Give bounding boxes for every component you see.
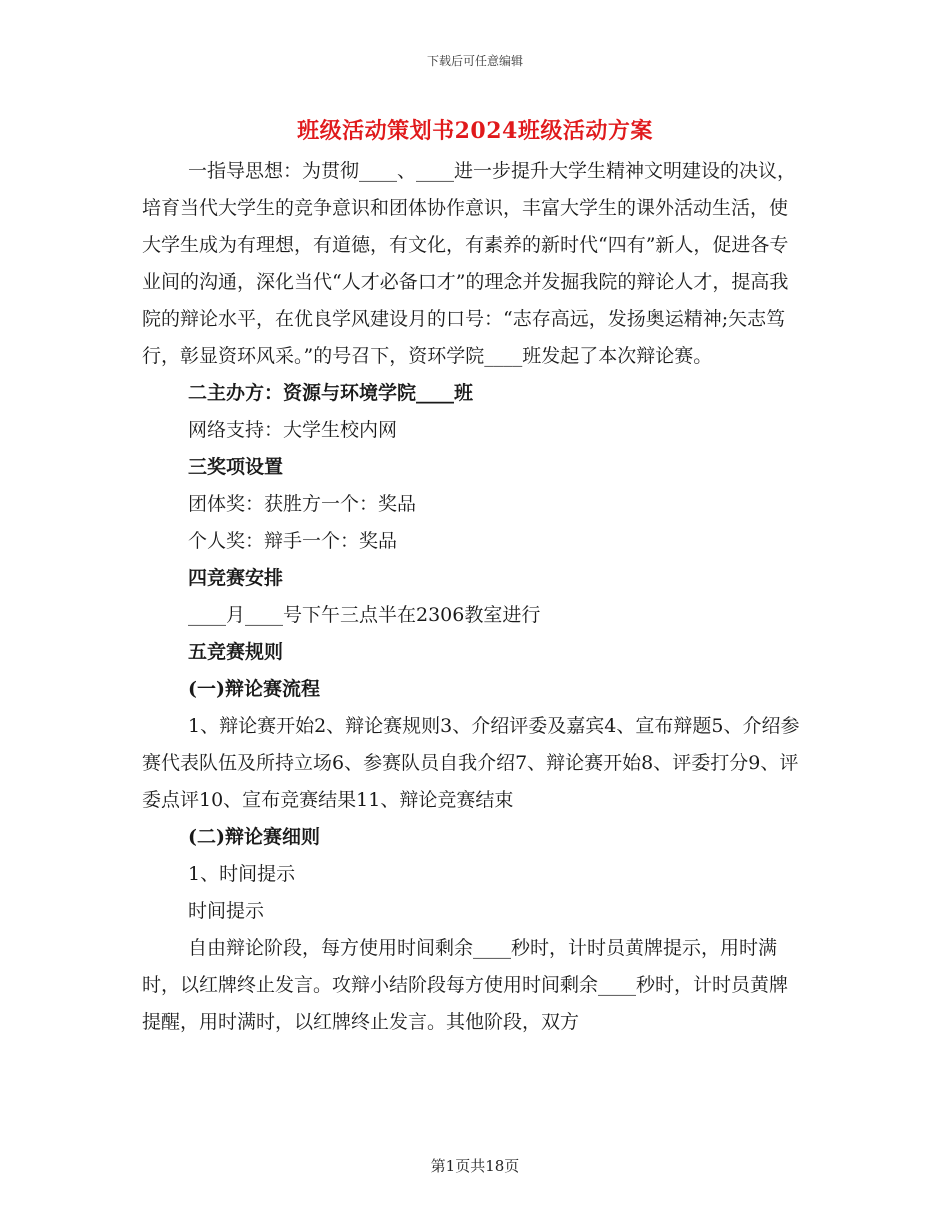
heading-debate-details: (二)辩论赛细则 [188, 826, 320, 848]
heading-organizer: 二主办方：资源与环境学院____班 [188, 382, 474, 404]
heading-rules: 五竞赛规则 [188, 641, 284, 663]
paragraph-schedule: ____月____号下午三点半在2306教室进行 [188, 604, 541, 626]
document-body [142, 153, 802, 1041]
paragraph-time-hint-numbered: 1、时间提示 [188, 863, 296, 885]
document-title: 班级活动策划书2024班级活动方案 [297, 118, 653, 144]
heading-awards: 三奖项设置 [188, 456, 284, 478]
page-header-note: 下载后可任意编辑 [426, 54, 523, 68]
paragraph-individual-award: 个人奖：辩手一个：奖品 [188, 530, 398, 552]
paragraph-time-hint: 时间提示 [188, 900, 265, 922]
heading-schedule: 四竞赛安排 [188, 567, 284, 589]
paragraph-team-award: 团体奖：获胜方一个：奖品 [188, 493, 417, 515]
paragraph-network-support: 网络支持：大学生校内网 [188, 419, 398, 441]
paragraph-debate-flow: 1、辩论赛开始2、辩论赛规则3、介绍评委及嘉宾4、宣布辩题5、介绍参赛代表队伍及所持立场6、参赛队员自我介绍7、辩论赛开始8、评委打分9、评委点评10、宣布竞赛结果11、辩论竞赛结束 [142, 715, 800, 811]
paragraph-guiding-ideology: 一指导思想：为贯彻____、____进一步提升大学生精神文明建设的决议，培育当代大学生的竞争意识和团体协作意识，丰富大学生的课外活动生活，使大学生成为有理想，有道德，有文化，有素养的新时代“四有”新人，促进各专业间的沟通，深化当代“人才必备口才”的理念并发掘我院的辩论人才，提高我院的辩论水平，在优良学风建设月的口号：“志存高远，发扬奥运精神;矢志笃行，彰显资环风采。”的号召下，资环学院____班发起了本次辩论赛。 [142, 160, 797, 367]
page-footer: 第1页共18页 [430, 1157, 520, 1175]
heading-debate-flow: (一)辩论赛流程 [188, 678, 320, 700]
paragraph-free-debate: 自由辩论阶段，每方使用时间剩余____秒时，计时员黄牌提示，用时满时，以红牌终止发言。攻辩小结阶段每方使用时间剩余____秒时，计时员黄牌提醒，用时满时，以红牌终止发言。其他阶段，双方 [142, 937, 789, 1033]
